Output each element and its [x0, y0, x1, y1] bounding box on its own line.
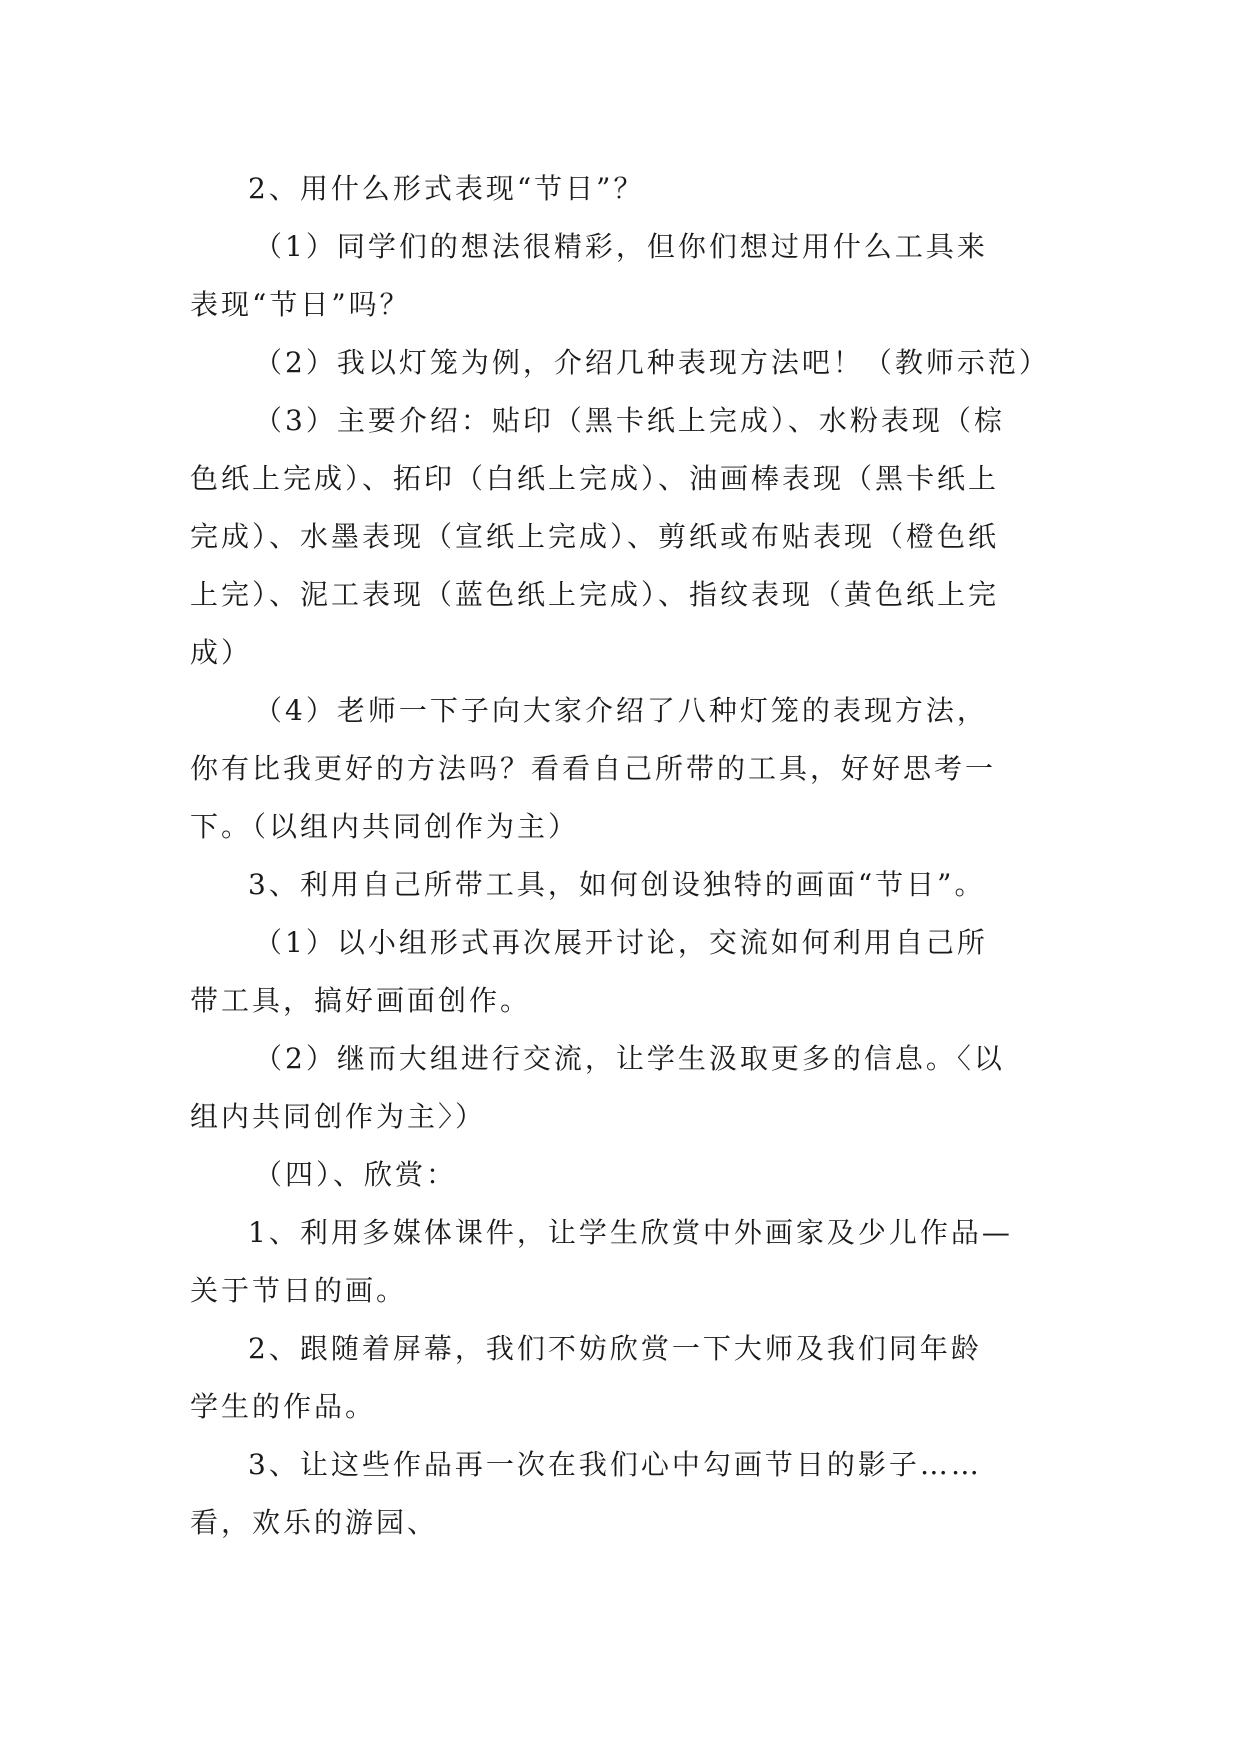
- paragraph-line: （1）以小组形式再次展开讨论，交流如何利用自己所: [254, 926, 988, 959]
- paragraph-line: 3、让这些作品再一次在我们心中勾画节日的影子……: [248, 1448, 982, 1481]
- paragraph-line: 成）: [190, 636, 253, 669]
- document-body: [190, 160, 1050, 1552]
- paragraph-line: 看，欢乐的游园、: [190, 1506, 439, 1539]
- paragraph-line: 表现“节日”吗？: [190, 288, 411, 321]
- section-heading: （四）、欣赏：: [254, 1158, 458, 1191]
- paragraph-line: 下。（以组内共同创作为主）: [190, 810, 580, 843]
- paragraph-line: 1、利用多媒体课件，让学生欣赏中外画家及少儿作品—: [248, 1216, 1013, 1249]
- paragraph-line: 关于节日的画。: [190, 1274, 408, 1307]
- paragraph-line: 2、用什么形式表现“节日”？: [248, 172, 645, 205]
- paragraph-line: （1）同学们的想法很精彩，但你们想过用什么工具来: [254, 230, 988, 263]
- paragraph-line: （2）我以灯笼为例，介绍几种表现方法吧！（教师示范）: [254, 346, 1050, 379]
- paragraph-line: 完成）、水墨表现（宣纸上完成）、剪纸或布贴表现（橙色纸: [190, 520, 1000, 553]
- paragraph-line: （2）继而大组进行交流，让学生汲取更多的信息。〈以: [254, 1042, 1005, 1075]
- paragraph-line: 色纸上完成）、拓印（白纸上完成）、油画棒表现（黑卡纸上: [190, 462, 1000, 495]
- paragraph-line: 你有比我更好的方法吗？看看自己所带的工具，好好思考一: [190, 752, 997, 785]
- paragraph-line: 3、利用自己所带工具，如何创设独特的画面“节日”。: [248, 868, 986, 901]
- paragraph-line: 带工具，搞好画面创作。: [190, 984, 532, 1017]
- paragraph-line: 组内共同创作为主〉）: [190, 1100, 487, 1133]
- paragraph-line: 上完）、泥工表现（蓝色纸上完成）、指纹表现（黄色纸上完: [190, 578, 1000, 611]
- paragraph-line: 2、跟随着屏幕，我们不妨欣赏一下大师及我们同年龄: [248, 1332, 982, 1365]
- paragraph-line: 学生的作品。: [190, 1390, 377, 1423]
- paragraph-line: （3）主要介绍：贴印（黑卡纸上完成）、水粉表现（棕: [254, 404, 1005, 437]
- paragraph-line: （4）老师一下子向大家介绍了八种灯笼的表现方法，: [254, 694, 988, 727]
